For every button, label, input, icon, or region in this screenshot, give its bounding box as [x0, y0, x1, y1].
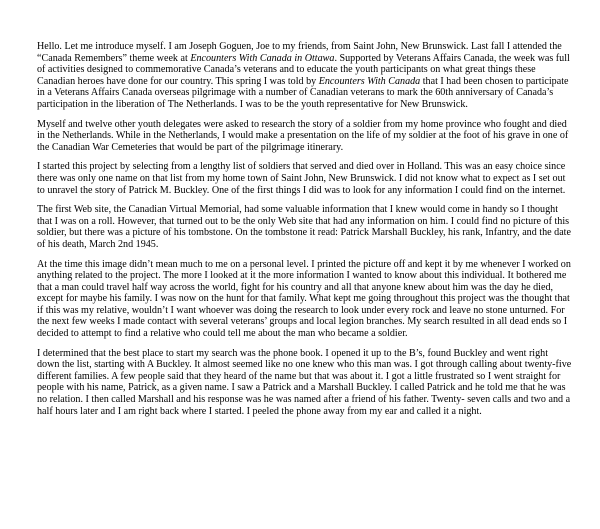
text-segment: that I had been chosen to participate in a Veterans Affairs Canada overseas pilgrimage with a number of Canadian veterans to mark the 60th anniversary of Canada’s participation in the liberation of The Netherlands. I was to be the youth representative for New Brunswick. [37, 75, 569, 110]
italic-text-segment: Encounters With Canada in Ottawa [190, 52, 335, 64]
document-body [37, 41, 572, 417]
text-segment: Hello. Let me introduce myself. I am Joseph Goguen, Joe to my friends, from Saint John, New Brunswick. Last fall I attended the “Canada Remembers” theme week at [37, 41, 562, 64]
text-segment: Myself and twelve other youth delegates were asked to research the story of a soldier from my home province who fought and died in the Netherlands. While in the Netherlands, I would make a presentation on the life of my soldier at the foot of his grave in one of the Canadian War Cemeteries that would be part of the pilgrimage itinerary. [37, 118, 569, 153]
paragraph-1 [37, 41, 572, 111]
paragraph-3 [37, 161, 572, 196]
text-segment: I determined that the best place to start my search was the phone book. I opened it up to the B’s, found Buckley and went right down the list, starting with A Buckley. It almost seemed like no one knew who this man was. I got through calling about twenty-five different families. A few people said that they heard of the name but that was about it. I got a little frustrated so I went straight for people with his name, Patrick, as a given name. I saw a Patrick and a Marshall Buckley. I called Patrick and he told me that he was no relation. I then called Marshall and his response was he was named after a friend of his father. Twenty- seven calls and two and a half hours later and I am right back where I started. I peeled the phone away from my ear and called it a night. [37, 347, 572, 417]
paragraph-2 [37, 119, 572, 154]
text-segment: I started this project by selecting from a lengthy list of soldiers that served and died over in Holland. This was an easy choice since there was only one name on that list from my home town of Saint John, New Brunswick. I did not know what to expect as I set out to unravel the story of Patrick M. Buckley. One of the first things I did was to look for any information I could find on the internet. [37, 161, 566, 196]
italic-text-segment: Encounters With Canada [318, 75, 421, 87]
paragraph-6 [37, 348, 572, 418]
paragraph-4 [37, 204, 572, 250]
text-segment: . Supported by Veterans Affairs Canada, the week was full of activities designed to commemorative Canada’s veterans and to educate the youth participants on what great things these Canadian heroes have done for our country. This spring I was told by [37, 52, 570, 87]
text-segment: The first Web site, the Canadian Virtual Memorial, had some valuable information that I knew would come in handy so I thought that I was on a roll. However, that turned out to be the only Web site that had any information on him. I could find no picture of this soldier, but there was a picture of his tombstone. On the tombstone it read: Patrick Marshall Buckley, his rank, Infantry, and the date of his death, March 2nd 1945. [37, 204, 571, 250]
paragraph-5 [37, 259, 572, 340]
text-segment: At the time this image didn’t mean much to me on a personal level. I printed the picture off and kept it by me whenever I worked on anything related to the project. The more I looked at it the more information I wanted to know about this individual. It bothered me that a man could travel half way across the world, fight for his country and all that anyone knew about him was the day he died, except for maybe his family. I was now on the hunt for that family. What kept me going throughout this project was the thought that if this was my relative, wouldn’t I want whoever was doing the research to look under every rock and leave no stone unturned. For the next few weeks I made contact with several veterans’ groups and local legion branches. My search resulted in all dead ends so I decided to attempt to find a relative who could tell me about the man who became a soldier. [37, 258, 571, 340]
